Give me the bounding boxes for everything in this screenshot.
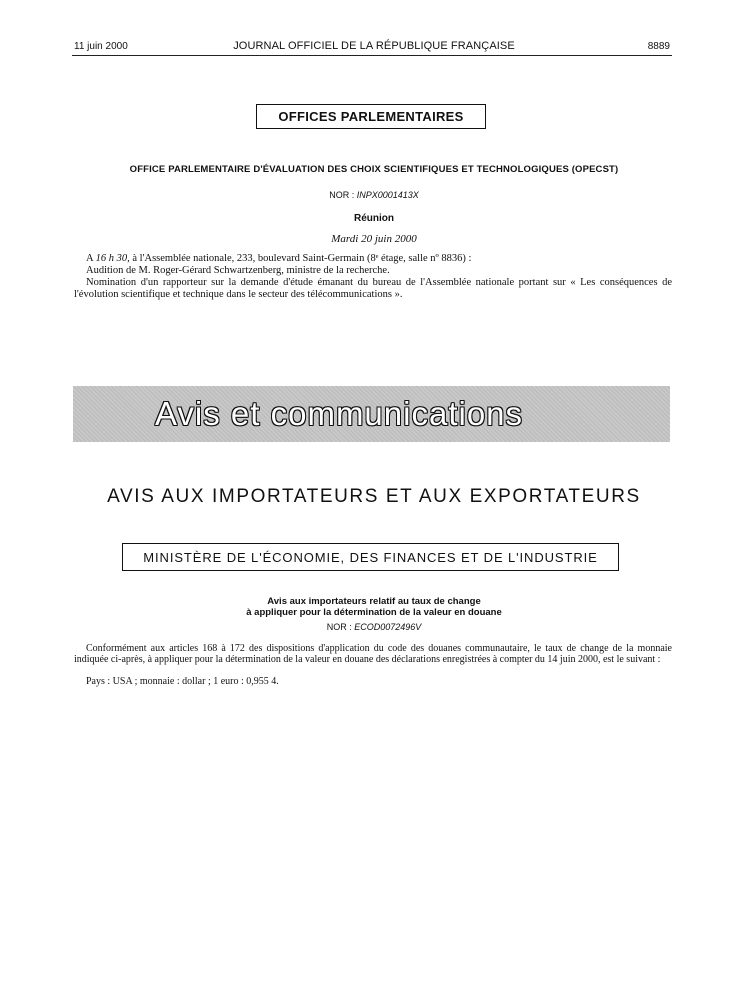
meeting-time: 16 h 30, xyxy=(95,253,130,264)
ministry-box xyxy=(122,543,619,571)
meeting-location: à l'Assemblée nationale, 233, boulevard Saint-Germain (8ᵉ étage, salle nº 8836) : xyxy=(132,253,472,264)
notice-title-line-1: Avis aux importateurs relatif au taux de change xyxy=(267,596,481,607)
avis-communications-banner xyxy=(73,386,670,442)
page-number: 8889 xyxy=(647,41,670,52)
nomination-paragraph: Nomination d'un rapporteur sur la demande d'étude émanant du bureau de l'Assemblée nationale portant sur « Les conséquences de l'évolution scientifique et technique dans le secteur des télécommunications ». xyxy=(74,277,672,300)
nor-code: ECOD0072496V xyxy=(354,622,422,632)
nor-label: NOR : xyxy=(326,622,352,632)
notice-title xyxy=(0,596,748,618)
nor-label: NOR : xyxy=(329,190,355,200)
offices-parlementaires-title: OFFICES PARLEMENTAIRES xyxy=(278,109,464,124)
offices-parlementaires-box xyxy=(256,104,486,129)
avis-importateurs-heading: AVIS AUX IMPORTATEURS ET AUX EXPORTATEURS xyxy=(107,486,641,507)
banner-title: Avis et communications xyxy=(155,395,524,432)
ministry-title: MINISTÈRE DE L'ÉCONOMIE, DES FINANCES ET DE L'INDUSTRIE xyxy=(143,549,598,565)
office-title: OFFICE PARLEMENTAIRE D'ÉVALUATION DES CHOIX SCIENTIFIQUES ET TECHNOLOGIQUES (OPECST) xyxy=(129,164,619,175)
audition-paragraph: Audition de M. Roger-Gérard Schwartzenberg, ministre de la recherche. xyxy=(86,265,390,276)
nor-code: INPX0001413X xyxy=(356,190,419,200)
journal-title: JOURNAL OFFICIEL DE LA RÉPUBLIQUE FRANÇAISE xyxy=(233,40,515,52)
exchange-rate-paragraph: Conformément aux articles 168 à 172 des dispositions d'application du code des douanes communautaire, le taux de change de la monnaie indiquée ci-après, à appliquer pour la détermination de la valeur en douane des déclarations enregistrées à compter du 14 juin 2000, est le suivant : xyxy=(74,643,672,665)
exchange-rate-value: Pays : USA ; monnaie : dollar ; 1 euro : 0,955 4. xyxy=(86,676,279,687)
meeting-prefix: A xyxy=(86,253,94,264)
header-date: 11 juin 2000 xyxy=(74,41,128,52)
header-rule xyxy=(72,55,672,56)
nor-line-douane xyxy=(0,622,748,632)
nor-line-opecst xyxy=(0,190,748,200)
notice-title-line-2: à appliquer pour la détermination de la valeur en douane xyxy=(246,607,502,618)
meeting-heading: Réunion xyxy=(354,213,394,224)
meeting-date: Mardi 20 juin 2000 xyxy=(331,233,417,245)
meeting-location-paragraph xyxy=(74,253,672,265)
